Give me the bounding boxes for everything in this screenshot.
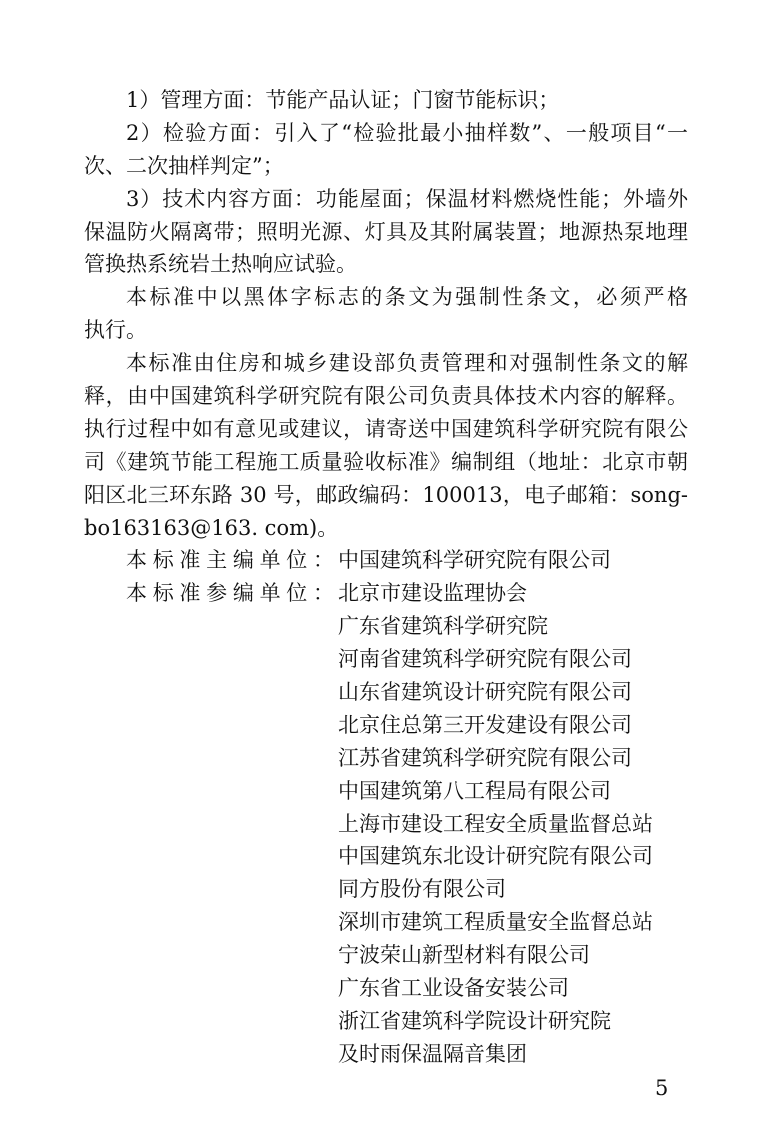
item-inspection-line: 次、二次抽样判定”； [84,153,284,178]
participant-name: 河南省建筑科学研究院有限公司 [338,647,632,672]
chief-editor-name: 中国建筑科学研究院有限公司 [338,548,611,573]
participant-name: 广东省建筑科学研究院 [338,614,548,639]
participant-name: 江苏省建筑科学研究院有限公司 [338,745,632,770]
management-line: 本标准由住房和城乡建设部负责管理和对强制性条文的解 [126,351,688,376]
participants-row [84,577,688,610]
participant-name: 上海市建设工程安全质量监督总站 [338,811,653,836]
participants-label: 本标准参编单位： [126,581,334,606]
mandatory-clause-line: 本标准中以黑体字标志的条文为强制性条文，必须严格 [126,285,688,310]
page-number: 5 [655,1076,669,1100]
participant-name: 山东省建筑设计研究院有限公司 [338,680,632,705]
management-line: 司《建筑节能工程施工质量验收标准》编制组（地址：北京市朝 [84,449,688,474]
item-technical-line: 3）技术内容方面：功能屋面；保温材料燃烧性能；外墙外 [126,186,688,211]
mandatory-clause-line: 执行。 [84,318,147,343]
management-line: 释，由中国建筑科学研究院有限公司负责具体技术内容的解释。 [84,384,688,409]
participant-name: 同方股份有限公司 [338,877,506,902]
document-body [84,84,688,1071]
item-inspection-line: 2）检验方面：引入了“检验批最小抽样数”、一般项目“一 [126,120,688,145]
management-line: 阳区北三环东路 30 号，邮政编码：100013，电子邮箱：song- [84,482,688,507]
participant-name: 广东省工业设备安装公司 [338,976,569,1001]
chief-editor-label: 本标准主编单位： [126,548,334,573]
participant-name: 中国建筑东北设计研究院有限公司 [338,844,653,869]
item-technical-line: 保温防火隔离带；照明光源、灯具及其附属装置；地源热泵地理 [84,219,688,244]
management-line: bo163163@163. com)。 [84,515,339,540]
participant-name: 浙江省建筑科学院设计研究院 [338,1008,611,1033]
participant-name: 北京住总第三开发建设有限公司 [338,712,632,737]
item-technical-line: 管换热系统岩土热响应试验。 [84,252,357,277]
participant-name: 及时雨保温隔音集团 [338,1041,527,1066]
item-management: 1）管理方面：节能产品认证；门窗节能标识； [126,88,560,112]
participant-name: 深圳市建筑工程质量安全监督总站 [338,910,653,935]
management-line: 执行过程中如有意见或建议，请寄送中国建筑科学研究院有限公 [84,416,688,441]
participant-name: 北京市建设监理协会 [338,581,527,606]
participant-name: 宁波荣山新型材料有限公司 [338,943,590,968]
participant-name: 中国建筑第八工程局有限公司 [338,778,611,803]
chief-editor-row [84,544,688,577]
